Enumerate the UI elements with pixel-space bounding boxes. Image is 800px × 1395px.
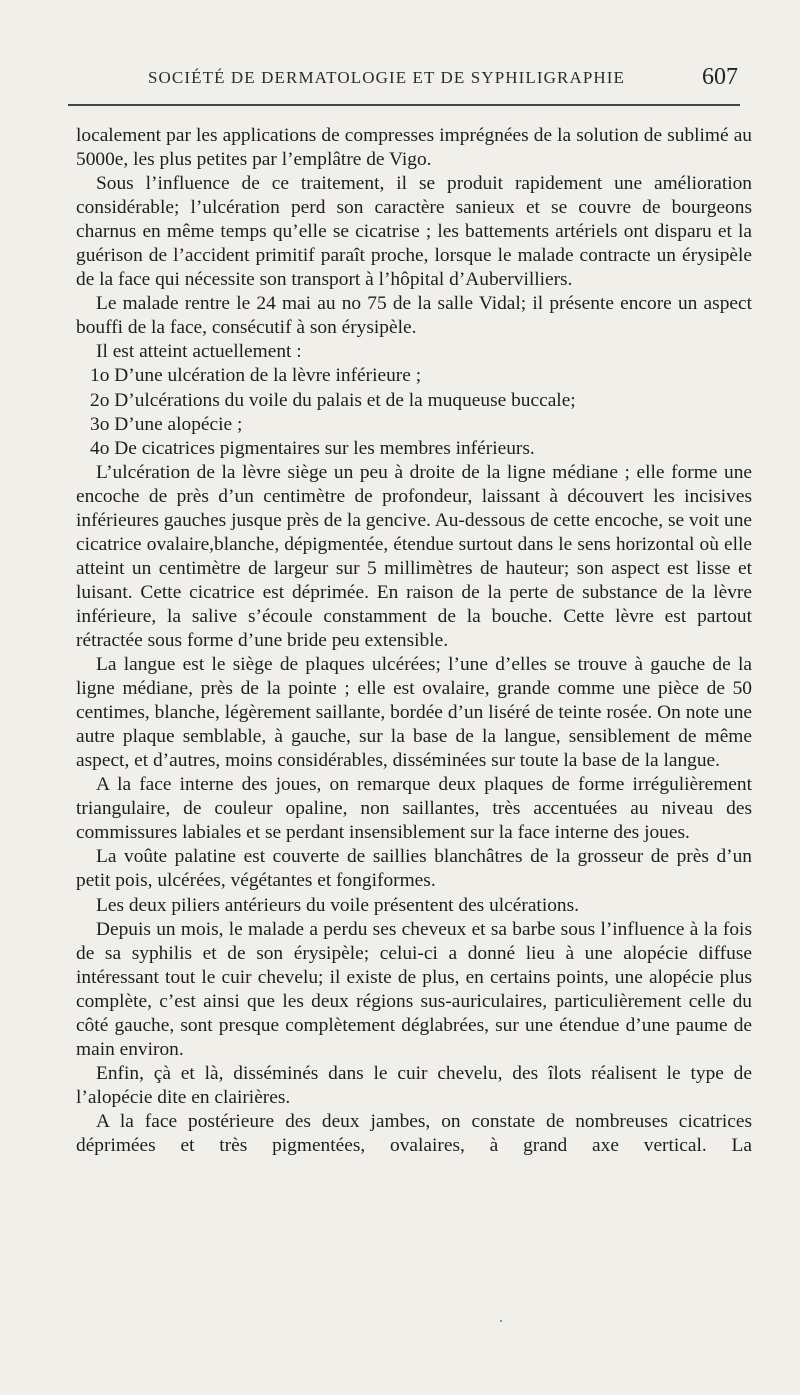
list-item: 3o D’une alopécie ; [90, 413, 243, 435]
paragraph: Enfin, çà et là, disséminés dans le cuir chevelu, des îlots réalisent le type de l’alopécie dite en clairières. [76, 1062, 752, 1108]
list-item: 4o De cicatrices pigmentaires sur les membres inférieurs. [90, 437, 535, 459]
list-item: 2o D’ulcérations du voile du palais et de la muqueuse buccale; [90, 389, 576, 411]
paragraph: L’ulcération de la lèvre siège un peu à droite de la ligne médiane ; elle forme une encoche de près d’un centimètre de profondeur, laissant à découvert les incisives inférieures gauches jusque près de la gencive. Au-dessous de cette encoche, se voit une cicatrice ovalaire,blanche, dépigmentée, étendue surtout dans le sens horizontal où elle atteint un centimètre de largeur sur 5 millimètres de hauteur; son aspect est lisse et luisant. Cette cicatrice est déprimée. En raison de la perte de substance de la lèvre inférieure, la salive s’écoule constamment de la bouche. Cette lèvre est partout rétractée sous forme d’une bride peu extensible. [76, 461, 752, 651]
paragraph: Depuis un mois, le malade a perdu ses cheveux et sa barbe sous l’influence à la fois de sa syphilis et de son érysipèle; celui-ci a donné lieu à une alopécie diffuse intéressant tout le cuir chevelu; il existe de plus, en certains points, une alopécie plus complète, c’est ainsi que les deux régions sus-auriculaires, particulièrement celle du côté gauche, sont presque complètement déglabrées, sur une étendue d’une paume de main environ. [76, 918, 752, 1060]
running-title: SOCIÉTÉ DE DERMATOLOGIE ET DE SYPHILIGRAPHIE [148, 68, 626, 87]
paragraph: Le malade rentre le 24 mai au no 75 de la salle Vidal; il présente encore un aspect bouffi de la face, consécutif à son érysipèle. [76, 293, 752, 339]
list-item: 1o D’une ulcération de la lèvre inférieure ; [90, 365, 422, 387]
paragraph: Sous l’influence de ce traitement, il se produit rapidement une amélioration considérable; l’ulcération perd son caractère sanieux et se couvre de bourgeons charnus en même temps qu’elle se cicatrise ; les battements artériels ont disparu et la guérison de l’accident primitif paraît proche, lorsque le malade contracte un érysipèle de la face qui nécessite son transport à l’hôpital d’Aubervilliers. [76, 173, 752, 291]
running-header [78, 64, 742, 94]
header-rule [68, 104, 740, 106]
paragraph: localement par les applications de compresses imprégnées de la solution de sublimé au 5000e, les plus petites par l’emplâtre de Vigo. [76, 125, 752, 171]
paragraph: A la face interne des joues, on remarque deux plaques de forme irrégulièrement triangulaire, de couleur opaline, non saillantes, très accentuées au niveau des commissures labiales et se perdant insensiblement sur la face interne des joues. [76, 774, 752, 844]
paragraph: La voûte palatine est couverte de saillies blanchâtres de la grosseur de près d’un petit pois, ulcérées, végétantes et fongiformes. [76, 846, 752, 892]
body-text [76, 124, 752, 1158]
paragraph: Il est atteint actuellement : [96, 341, 302, 363]
print-speck [500, 1320, 502, 1322]
paragraph: A la face postérieure des deux jambes, on constate de nombreuses cicatrices déprimées et très pigmentées, ovalaires, à grand axe vertical. La [76, 1110, 752, 1156]
paragraph: Les deux piliers antérieurs du voile présentent des ulcérations. [96, 894, 579, 916]
page-number: 607 [702, 64, 738, 90]
paragraph: La langue est le siège de plaques ulcérées; l’une d’elles se trouve à gauche de la ligne médiane, près de la pointe ; elle est ovalaire, grande comme une pièce de 50 centimes, blanche, légèrement saillante, bordée d’un liséré de teinte rosée. On note une autre plaque semblable, à gauche, sur la base de la langue, sensiblement de même aspect, et d’autres, moins considérables, disséminées sur toute la base de la langue. [76, 654, 752, 772]
